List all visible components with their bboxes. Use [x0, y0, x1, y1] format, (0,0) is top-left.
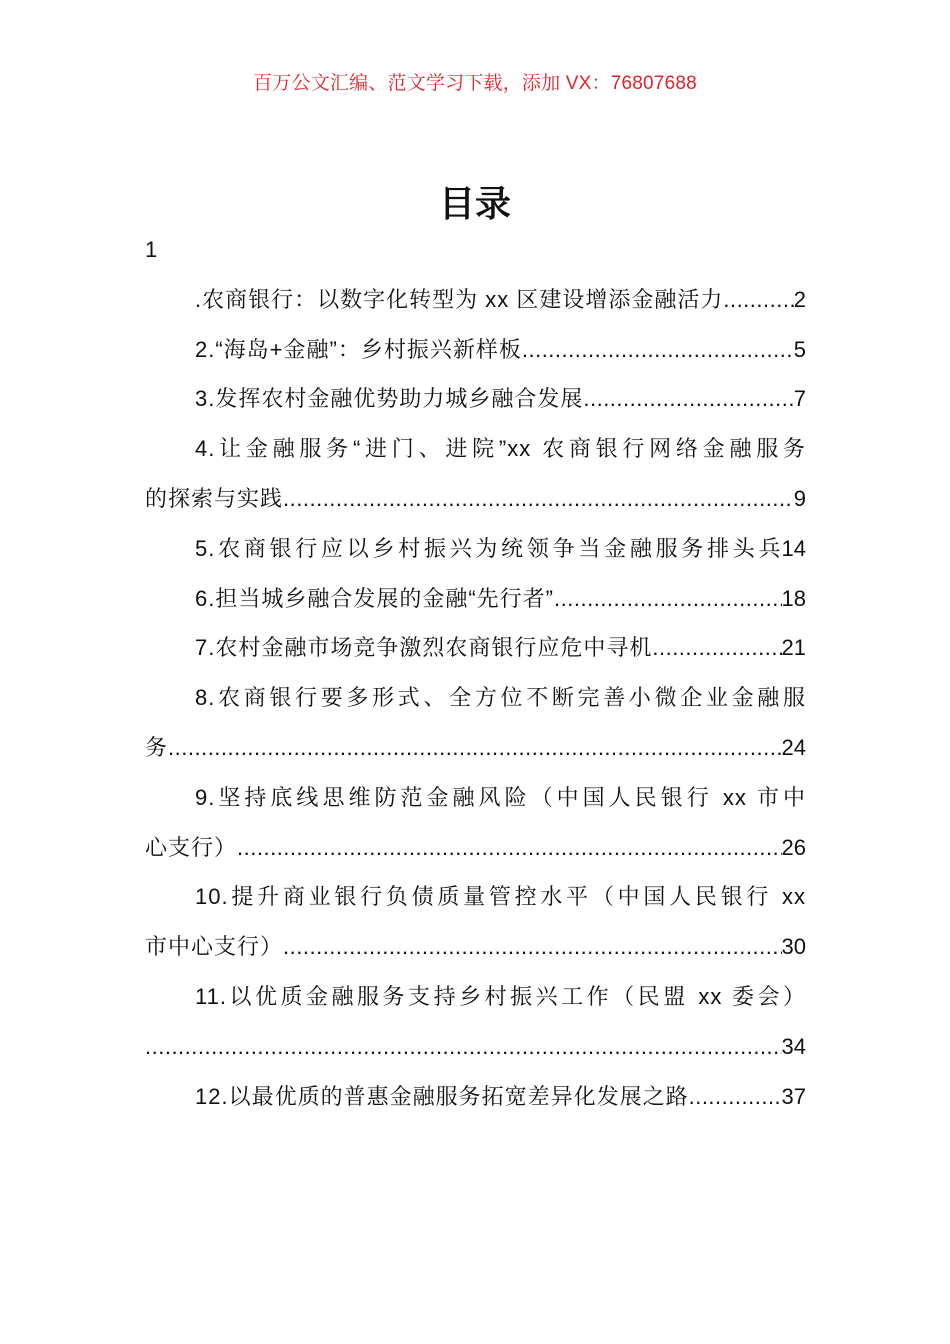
toc-entry[interactable]	[145, 275, 806, 325]
toc-entry[interactable]	[145, 673, 806, 723]
toc-entry-title: 3.发挥农村金融优势助力城乡融合发展	[195, 386, 584, 412]
toc-page-number: 30	[781, 934, 806, 960]
toc-entry-title: 8.农商银行要多形式、全方位不断完善小微企业金融服	[195, 685, 806, 711]
toc-entry-title: 7.农村金融市场竞争激烈农商银行应危中寻机	[195, 635, 653, 661]
table-of-contents	[145, 225, 806, 1121]
dot-leader	[283, 922, 782, 972]
dot-leader	[689, 1072, 782, 1122]
toc-entry-title: 10.提升商业银行负债质量管控水平（中国人民银行 xx	[195, 884, 806, 910]
toc-entry-title: 2.“海岛+金融”：乡村振兴新样板	[195, 336, 522, 362]
toc-page-number: 37	[781, 1083, 806, 1109]
toc-entry-continued[interactable]	[145, 1022, 806, 1072]
toc-page-number: 9	[793, 485, 806, 511]
toc-entry-title-cont: 务	[145, 734, 169, 760]
dot-leader	[723, 275, 793, 325]
dot-leader	[554, 574, 782, 624]
toc-page-number: 18	[781, 585, 806, 611]
toc-entry-title: 4.让金融服务“进门、进院”xx 农商银行网络金融服务	[195, 436, 806, 462]
dot-leader	[522, 325, 794, 375]
toc-entry[interactable]	[145, 773, 806, 823]
toc-entry-title: 6.担当城乡融合发展的金融“先行者”	[195, 585, 555, 611]
toc-entry-continued[interactable]	[145, 474, 806, 524]
dot-leader	[283, 474, 794, 524]
toc-page-number: 24	[781, 734, 806, 760]
toc-entry[interactable]	[145, 424, 806, 474]
toc-entry-title-cont: 的探索与实践	[145, 485, 284, 511]
toc-line-number	[145, 225, 806, 275]
toc-entry-title: 11.以优质金融服务支持乡村振兴工作（民盟 xx 委会）	[195, 983, 806, 1009]
toc-entry[interactable]	[145, 574, 806, 624]
toc-entry[interactable]	[145, 374, 806, 424]
toc-page-number: 21	[781, 635, 806, 661]
toc-entry[interactable]	[145, 1072, 806, 1122]
toc-entry-title: 5.农商银行应以乡村振兴为统领争当金融服务排头兵	[195, 535, 782, 561]
toc-entry[interactable]	[145, 972, 806, 1022]
toc-entry-continued[interactable]	[145, 723, 806, 773]
toc-entry-title-cont: 市中心支行）	[145, 934, 284, 960]
watermark-banner: 百万公文汇编、范文学习下载，添加 VX：76807688	[253, 73, 697, 94]
toc-entry-title: 12.以最优质的普惠金融服务拓宽差异化发展之路	[195, 1083, 689, 1109]
dot-leader	[145, 1022, 782, 1072]
dot-leader	[652, 623, 781, 673]
toc-page-number: 34	[781, 1033, 806, 1059]
toc-page-number: 5	[793, 336, 806, 362]
toc-entry-continued[interactable]	[145, 823, 806, 873]
toc-entry[interactable]	[145, 524, 806, 574]
dot-leader	[583, 374, 793, 424]
toc-entry-title-cont: 心支行）	[145, 834, 238, 860]
toc-entry[interactable]	[145, 325, 806, 375]
toc-entry-title: 9.坚持底线思维防范金融风险（中国人民银行 xx 市中	[195, 784, 806, 810]
toc-page-number: 26	[781, 834, 806, 860]
page-title: 目录	[438, 183, 511, 224]
dot-leader	[168, 723, 782, 773]
toc-page-number: 14	[781, 535, 806, 561]
toc-page-number: 2	[793, 286, 806, 312]
dot-leader	[237, 823, 782, 873]
toc-number: 1	[145, 237, 158, 262]
toc-entry[interactable]	[145, 872, 806, 922]
toc-entry-title: .农商银行：以数字化转型为 xx 区建设增添金融活力	[195, 286, 724, 312]
toc-page-number: 7	[793, 386, 806, 412]
toc-entry[interactable]	[145, 623, 806, 673]
toc-entry-continued[interactable]	[145, 922, 806, 972]
